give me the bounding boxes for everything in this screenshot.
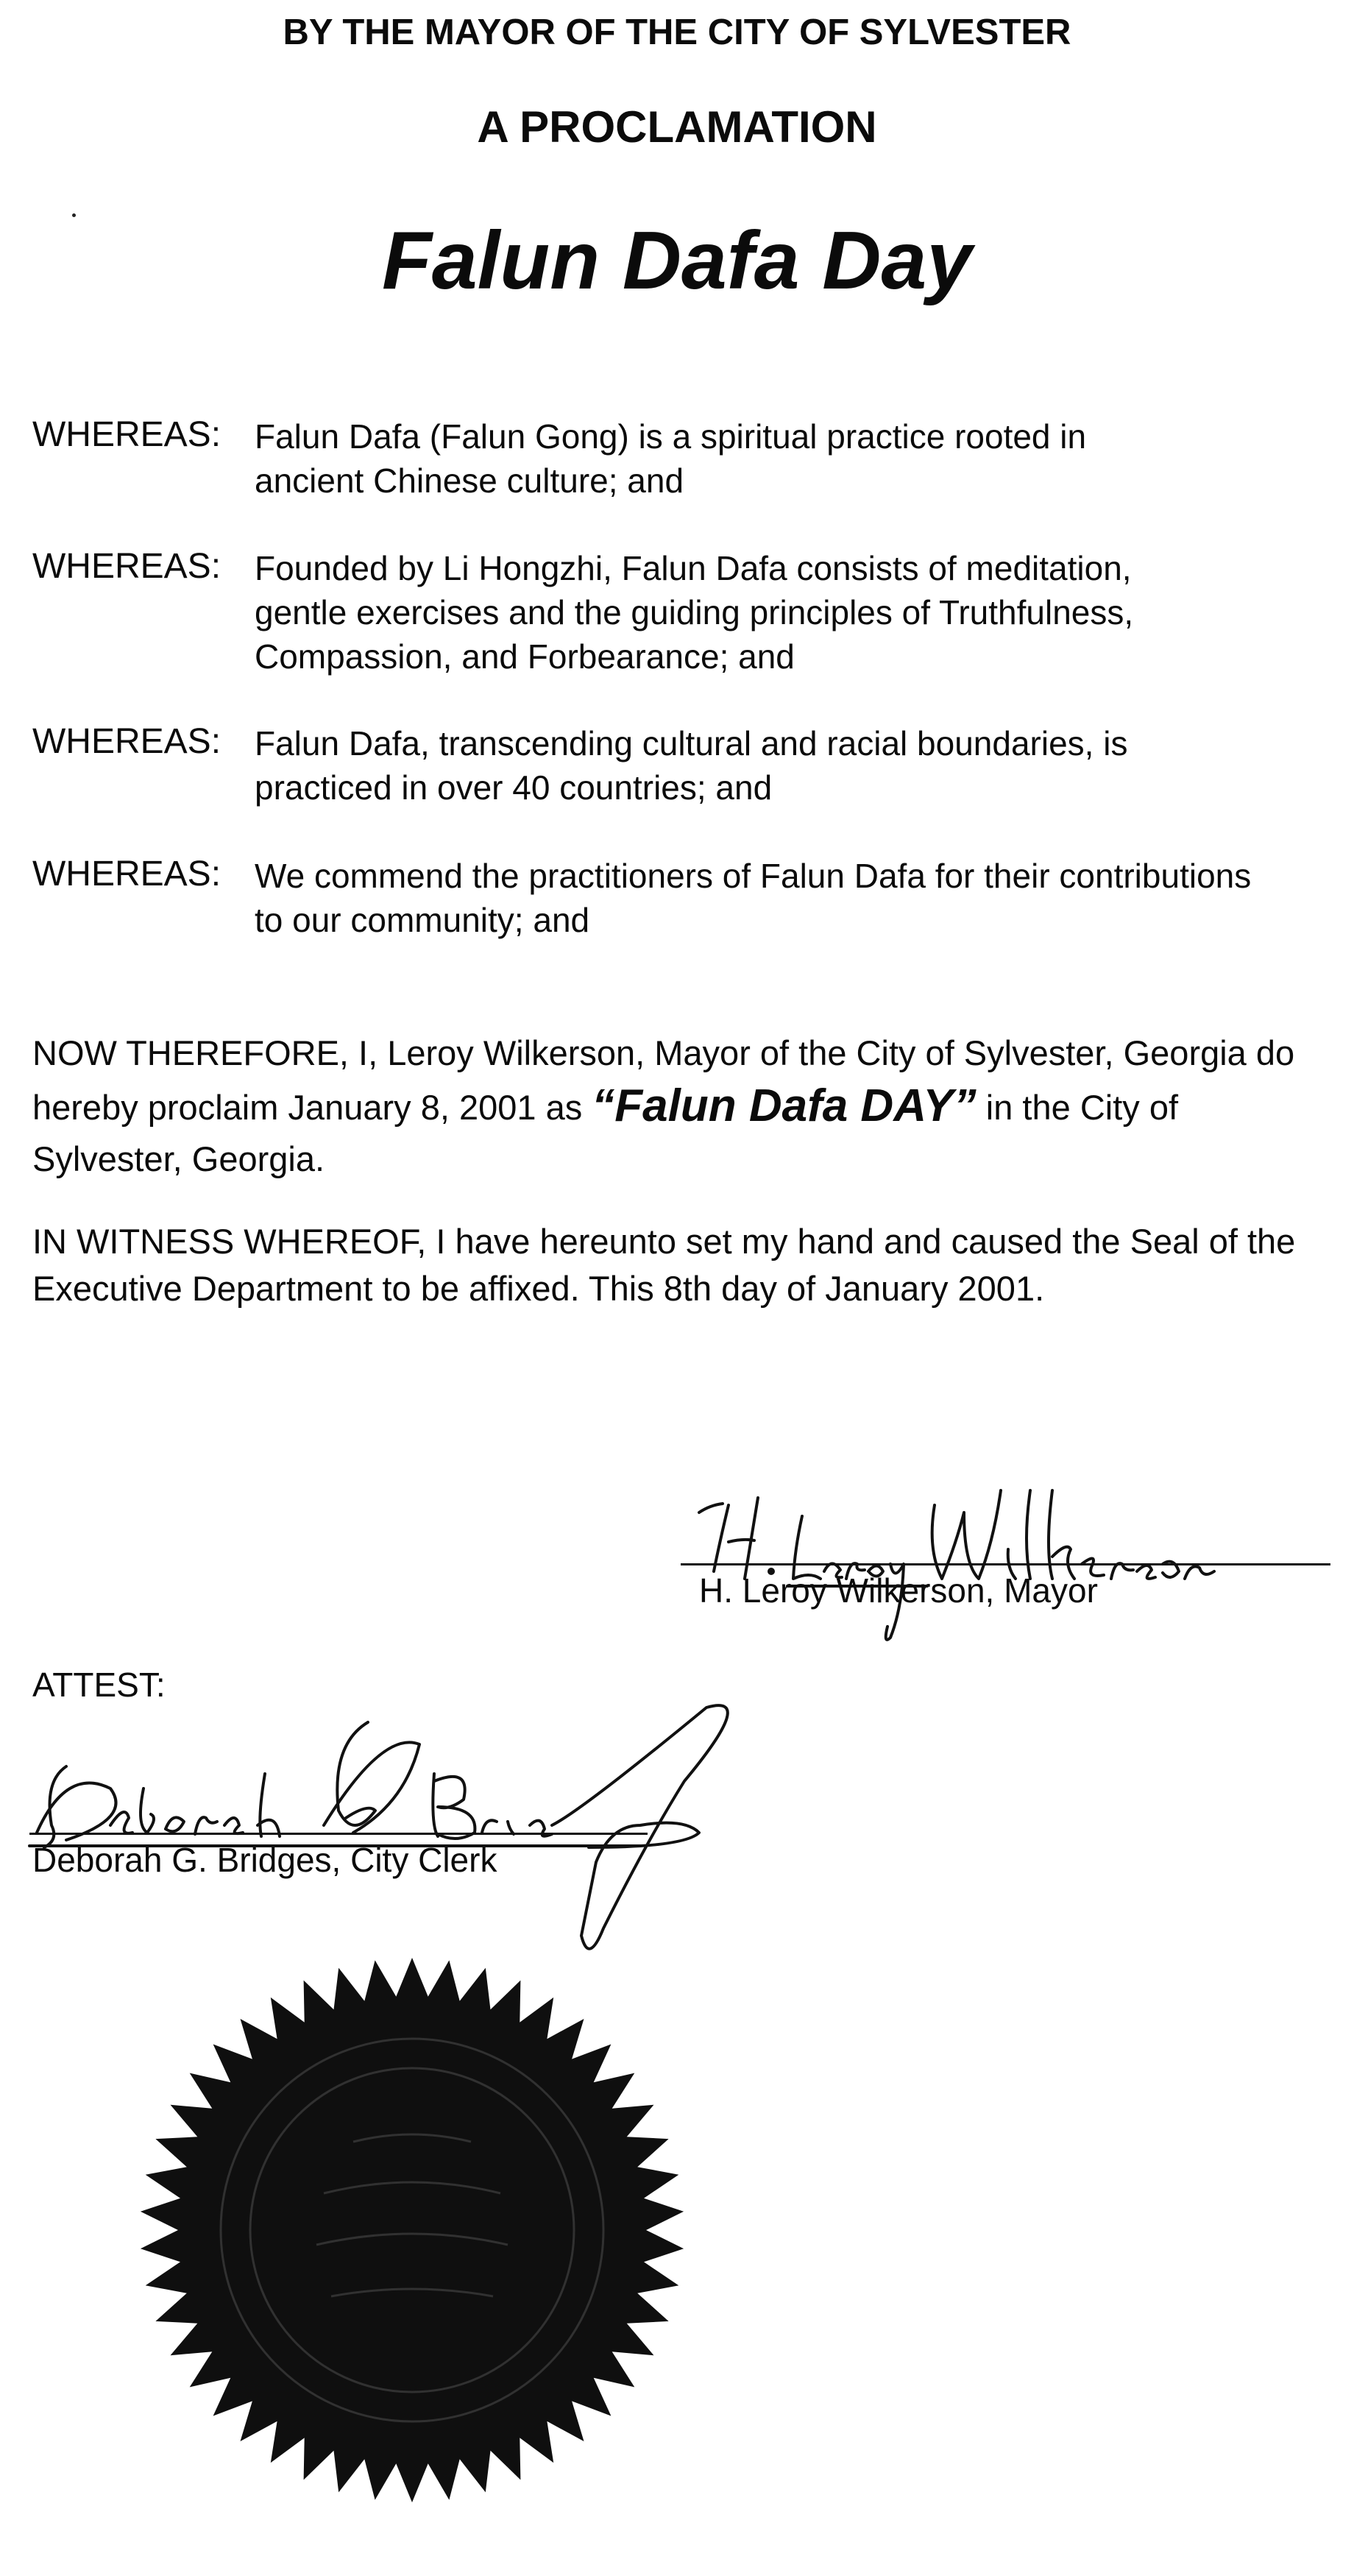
paragraph-line: Sylvester, Georgia. xyxy=(32,1139,325,1178)
whereas-label: WHEREAS: xyxy=(32,854,221,894)
whereas-clause-2 xyxy=(255,546,1329,679)
now-therefore-paragraph xyxy=(32,1027,1342,1185)
clause-line: Compassion, and Forbearance; and xyxy=(255,637,795,676)
whereas-clause-4 xyxy=(255,854,1329,942)
clerk-signature xyxy=(22,1678,743,1972)
paragraph-line: Executive Department to be affixed. This 8th day of January 2001. xyxy=(32,1269,1045,1308)
city-seal xyxy=(132,1950,692,2510)
witness-paragraph xyxy=(32,1218,1342,1312)
clause-line: to our community; and xyxy=(255,901,590,939)
clause-line: ancient Chinese culture; and xyxy=(255,461,684,500)
clerk-signature-caption: Deborah G. Bridges, City Clerk xyxy=(32,1841,497,1879)
paragraph-text: hereby proclaim January 8, 2001 as xyxy=(32,1088,592,1127)
paragraph-line: IN WITNESS WHEREOF, I have hereunto set my hand and caused the Seal of the xyxy=(32,1222,1296,1261)
paragraph-text: in the City of xyxy=(976,1088,1179,1127)
whereas-label: WHEREAS: xyxy=(32,722,221,761)
mayor-signature-line xyxy=(681,1563,1330,1565)
proclamation-title: Falun Dafa Day xyxy=(382,215,972,306)
paragraph-line: NOW THEREFORE, I, Leroy Wilkerson, Mayor of the City of Sylvester, Georgia do xyxy=(32,1033,1295,1072)
emphasized-day-name: “Falun Dafa DAY” xyxy=(592,1080,976,1131)
clerk-signature-line xyxy=(29,1833,648,1835)
whereas-label: WHEREAS: xyxy=(32,547,221,586)
issuing-authority: BY THE MAYOR OF THE CITY OF SYLVESTER xyxy=(283,13,1071,52)
clause-line: Falun Dafa, transcending cultural and racial boundaries, is xyxy=(255,724,1128,762)
attest-label: ATTEST: xyxy=(32,1666,166,1704)
whereas-label: WHEREAS: xyxy=(32,415,221,454)
clause-line: Falun Dafa (Falun Gong) is a spiritual practice rooted in xyxy=(255,417,1087,456)
clause-line: We commend the practitioners of Falun Dafa for their contributions xyxy=(255,857,1252,895)
clause-line: practiced in over 40 countries; and xyxy=(255,768,773,807)
mayor-signature-caption: H. Leroy Wilkerson, Mayor xyxy=(699,1571,1098,1610)
proclamation-heading: A PROCLAMATION xyxy=(477,102,877,152)
whereas-clause-1 xyxy=(255,414,1329,503)
mayor-signature xyxy=(684,1461,1332,1645)
clause-line: gentle exercises and the guiding principles of Truthfulness, xyxy=(255,593,1134,631)
clause-line: Founded by Li Hongzhi, Falun Dafa consists of meditation, xyxy=(255,549,1132,587)
paragraph-line xyxy=(32,1079,1342,1133)
whereas-clause-3 xyxy=(255,721,1329,810)
